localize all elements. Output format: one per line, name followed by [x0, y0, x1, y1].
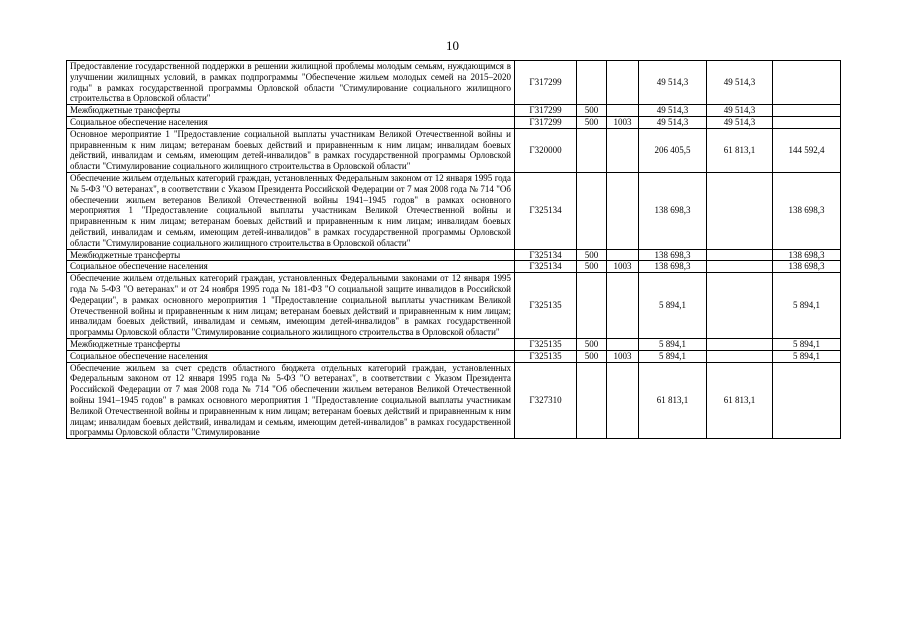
- amount-regional: 61 813,1: [707, 362, 773, 439]
- amount-federal: [773, 362, 841, 439]
- amount-regional: [707, 249, 773, 261]
- amount-total: 138 698,3: [639, 172, 707, 249]
- section-code: [607, 249, 639, 261]
- section-code: [607, 105, 639, 117]
- amount-federal: 5 894,1: [773, 273, 841, 339]
- amount-federal: 138 698,3: [773, 261, 841, 273]
- expense-type: 500: [577, 105, 607, 117]
- amount-regional: 49 514,3: [707, 105, 773, 117]
- amount-federal: [773, 105, 841, 117]
- table-row: [67, 350, 841, 362]
- target-article-code: Г317299: [515, 116, 577, 128]
- amount-total: 138 698,3: [639, 261, 707, 273]
- target-article-code: Г317299: [515, 61, 577, 105]
- expense-type: 500: [577, 249, 607, 261]
- section-code: 1003: [607, 261, 639, 273]
- amount-total: 61 813,1: [639, 362, 707, 439]
- row-description: Социальное обеспечение населения: [67, 261, 515, 273]
- target-article-code: Г317299: [515, 105, 577, 117]
- amount-total: 5 894,1: [639, 350, 707, 362]
- expense-type: 500: [577, 261, 607, 273]
- amount-regional: [707, 172, 773, 249]
- row-description: Обеспечение жильем отдельных категорий граждан, установленных Федеральными законами от 12 января 1995 года № 5-ФЗ "О ветеранах" и от 24 ноября 1995 года № 181-ФЗ "О социальной защите инвалидов в Российской Федерации", в рамках основного мероприятия 1 "Предоставление социальной выплаты участникам Великой Отечественной войны и приравненным к ним лицам; ветеранам боевых действий и приравненным к ним лицам; инвалидам боевых действий, инвалидам и семьям, имеющим детей-инвалидов" в рамках государственной программы Орловской области "Стимулирование социального жилищного строительства в Орловской области": [67, 273, 515, 339]
- section-code: [607, 362, 639, 439]
- amount-regional: 49 514,3: [707, 116, 773, 128]
- row-description: Обеспечение жильем отдельных категорий граждан, установленных Федеральным законом от 12 января 1995 года № 5-ФЗ "О ветеранах", в соответствии с Указом Президента Российской Федерации от 7 мая 2008 года № 714 "Об обеспечении жильем ветеранов Великой Отечественной войны 1941–1945 годов" в рамках основного мероприятия 1 "Предоставление социальной выплаты участникам Великой Отечественной войны и приравненным к ним лицам; ветеранам боевых действий и приравненным к ним лицам; инвалидам боевых действий, инвалидам и семьям, имеющим детей-инвалидов" в рамках государственной программы Орловской области "Стимулирование социального жилищного строительства в Орловской области": [67, 172, 515, 249]
- section-code: [607, 338, 639, 350]
- expense-type: 500: [577, 338, 607, 350]
- row-description: Предоставление государственной поддержки в решении жилищной проблемы молодым семьям, нуждающимся в улучшении жилищных условий, в рамках подпрограммы "Обеспечение жильем молодых семей на 2015–2020 годы" в рамках государственной программы Орловской области "Стимулирование социального жилищного строительства в Орловской области": [67, 61, 515, 105]
- target-article-code: Г325135: [515, 338, 577, 350]
- amount-federal: 5 894,1: [773, 338, 841, 350]
- amount-federal: 138 698,3: [773, 249, 841, 261]
- amount-total: 5 894,1: [639, 338, 707, 350]
- expense-type: 500: [577, 116, 607, 128]
- budget-table: [66, 60, 841, 439]
- table-row: [67, 338, 841, 350]
- amount-total: 49 514,3: [639, 105, 707, 117]
- row-description: Обеспечение жильем за счет средств областного бюджета отдельных категорий граждан, установленных Федеральным законом от 12 января 1995 года № 5-ФЗ "О ветеранах", в соответствии с Указом Президента Российской Федерации от 7 мая 2008 года № 714 "Об обеспечении жильем ветеранов Великой Отечественной войны 1941–1945 годов" в рамках основного мероприятия 1 "Предоставление социальной выплаты участникам Великой Отечественной войны и приравненным к ним лицам; ветеранам боевых действий и приравненным к ним лицам; инвалидам боевых действий, инвалидам и семьям, имеющим детей-инвалидов" в рамках государственной программы Орловской области "Стимулирование: [67, 362, 515, 439]
- amount-federal: 144 592,4: [773, 128, 841, 172]
- expense-type: [577, 61, 607, 105]
- expense-type: 500: [577, 350, 607, 362]
- section-code: [607, 128, 639, 172]
- target-article-code: Г325134: [515, 261, 577, 273]
- amount-regional: 49 514,3: [707, 61, 773, 105]
- expense-type: [577, 273, 607, 339]
- row-description: Социальное обеспечение населения: [67, 116, 515, 128]
- page-number: 10: [446, 38, 459, 53]
- table-row: [67, 105, 841, 117]
- row-description: Межбюджетные трансферты: [67, 338, 515, 350]
- section-code: 1003: [607, 350, 639, 362]
- amount-total: 5 894,1: [639, 273, 707, 339]
- table-row: [67, 362, 841, 439]
- table-row: [67, 172, 841, 249]
- amount-total: 49 514,3: [639, 61, 707, 105]
- amount-total: 206 405,5: [639, 128, 707, 172]
- section-code: [607, 61, 639, 105]
- expense-type: [577, 362, 607, 439]
- section-code: [607, 172, 639, 249]
- target-article-code: Г327310: [515, 362, 577, 439]
- table-row: [67, 61, 841, 105]
- target-article-code: Г320000: [515, 128, 577, 172]
- target-article-code: Г325134: [515, 249, 577, 261]
- section-code: 1003: [607, 116, 639, 128]
- row-description: Межбюджетные трансферты: [67, 105, 515, 117]
- target-article-code: Г325135: [515, 273, 577, 339]
- table-row: [67, 116, 841, 128]
- section-code: [607, 273, 639, 339]
- amount-regional: 61 813,1: [707, 128, 773, 172]
- row-description: Социальное обеспечение населения: [67, 350, 515, 362]
- amount-federal: 138 698,3: [773, 172, 841, 249]
- amount-regional: [707, 338, 773, 350]
- expense-type: [577, 128, 607, 172]
- row-description: Основное мероприятие 1 "Предоставление социальной выплаты участникам Великой Отечественной войны и приравненным к ним лицам; ветеранам боевых действий и приравненным к ним лицам; инвалидам боевых действий, инвалидам и семьям, имеющим детей-инвалидов" в рамках государственной программы Орловской области "Стимулирование социального жилищного строительства в Орловской области": [67, 128, 515, 172]
- table-row: [67, 261, 841, 273]
- amount-regional: [707, 273, 773, 339]
- amount-total: 49 514,3: [639, 116, 707, 128]
- expense-type: [577, 172, 607, 249]
- table-row: [67, 249, 841, 261]
- table-row: [67, 273, 841, 339]
- amount-federal: [773, 61, 841, 105]
- amount-regional: [707, 261, 773, 273]
- target-article-code: Г325135: [515, 350, 577, 362]
- amount-federal: 5 894,1: [773, 350, 841, 362]
- table-row: [67, 128, 841, 172]
- amount-total: 138 698,3: [639, 249, 707, 261]
- row-description: Межбюджетные трансферты: [67, 249, 515, 261]
- amount-federal: [773, 116, 841, 128]
- target-article-code: Г325134: [515, 172, 577, 249]
- amount-regional: [707, 350, 773, 362]
